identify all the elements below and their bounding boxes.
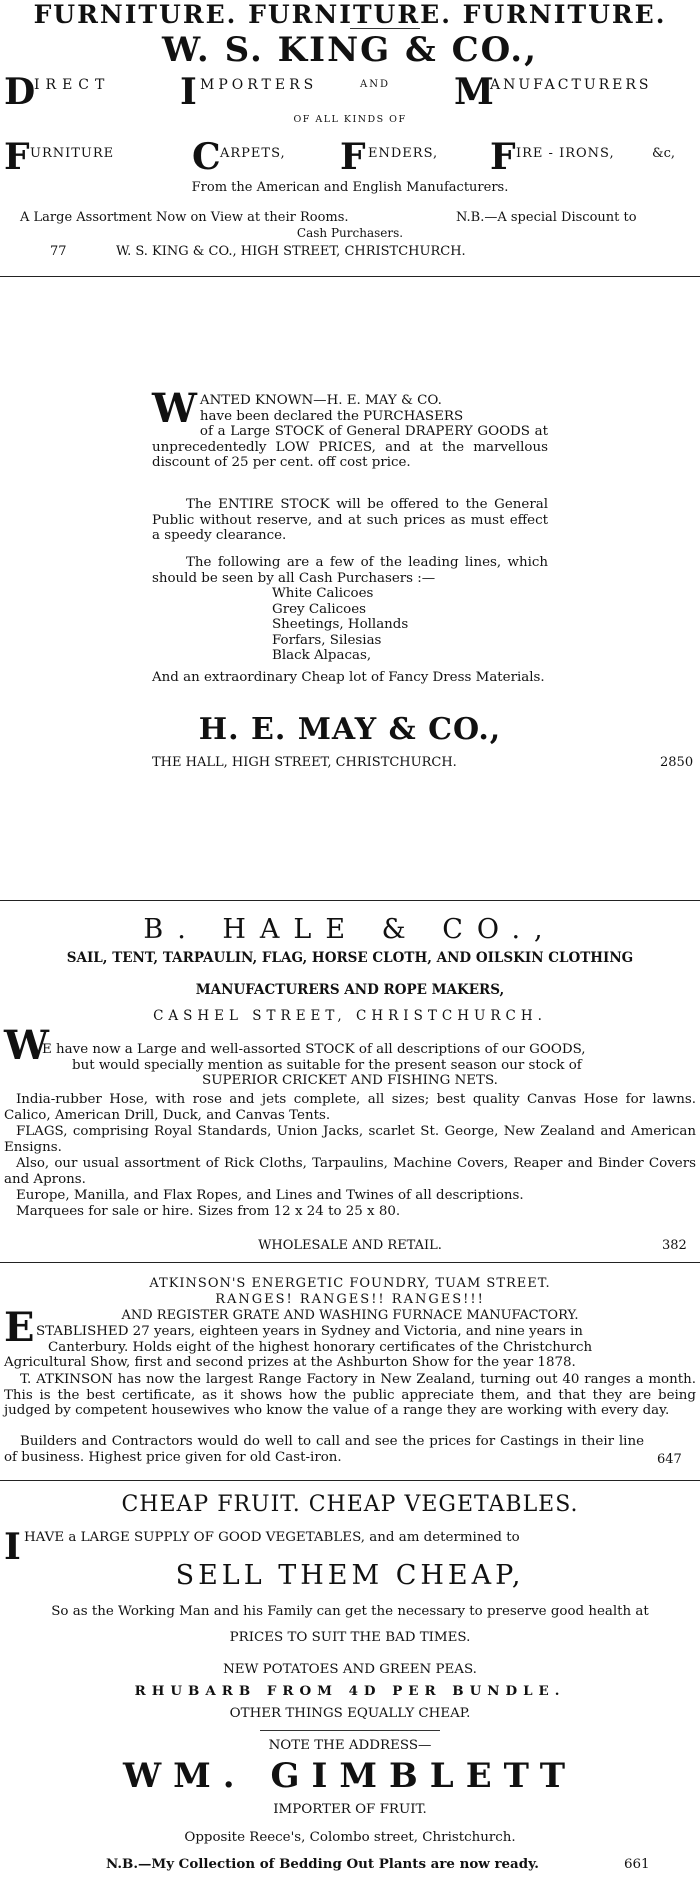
king-assortment: A Large Assortment Now on View at their Rooms. <box>20 210 349 225</box>
atkinson-number: 647 <box>657 1452 682 1467</box>
hale-para1 <box>4 1022 696 1089</box>
hale-number: 382 <box>662 1238 687 1253</box>
king-drop-f: F <box>4 136 30 178</box>
king-number: 77 <box>50 244 67 259</box>
atkinson-drop-e: E <box>4 1304 35 1351</box>
may-para4: And an extraordinary Cheap lot of Fancy Dress Materials. <box>152 670 545 685</box>
hale-para5: Europe, Manilla, and Flax Ropes, and Lines and Twines of all descriptions. <box>16 1188 524 1203</box>
may-item: Grey Calicoes <box>272 601 366 617</box>
gimblett-note: NOTE THE ADDRESS— <box>268 1738 432 1753</box>
gimblett-line1-text: HAVE a LARGE SUPPLY OF GOOD VEGETABLES, and am determined to <box>24 1530 520 1545</box>
king-furniture: URNITURE <box>30 146 115 161</box>
king-header: FURNITURE. FURNITURE. FURNITURE. <box>33 0 667 29</box>
atkinson-line1: ATKINSON'S ENERGETIC FOUNDRY, TUAM STREET. <box>149 1276 551 1291</box>
hale-name: B. HALE & CO., <box>143 914 557 945</box>
king-direct: IRECT <box>34 77 111 93</box>
atkinson-para2: T. ATKINSON has now the largest Range Factory in New Zealand, turning out 40 ranges a month. This is the best certificate, as it shows how the public appreciate them, and that they are being judged by competent housewives who know the value of a range they are working with every day. <box>4 1372 696 1419</box>
divider-hale <box>0 1262 700 1263</box>
hale-para6: Marquees for sale or hire. Sizes from 12 x 24 to 25 x 80. <box>16 1204 401 1219</box>
king-drop-d: D <box>4 71 36 113</box>
gimblett-line6: OTHER THINGS EQUALLY CHEAP. <box>229 1706 471 1721</box>
atkinson-line2: RANGES! RANGES!! RANGES!!! <box>215 1292 485 1307</box>
gimblett-opposite: Opposite Reece's, Colombo street, Christchurch. <box>184 1830 516 1845</box>
divider-may <box>0 900 700 901</box>
gimblett-nb: N.B.—My Collection of Bedding Out Plants are now ready. <box>106 1856 539 1872</box>
hale-line1: SAIL, TENT, TARPAULIN, FLAG, HORSE CLOTH, AND OILSKIN CLOTHING <box>66 950 634 966</box>
atkinson-para3: Builders and Contractors would do well to call and see the prices for Castings in their line of business. Highest price given for old Cast-iron. <box>4 1434 644 1465</box>
may-name: H. E. MAY & CO., <box>198 712 502 747</box>
king-carpets: ARPETS, <box>220 146 286 161</box>
king-etc: &c, <box>652 146 675 161</box>
may-items-list <box>272 586 408 664</box>
divider-atkinson <box>0 1480 700 1481</box>
may-address: THE HALL, HIGH STREET, CHRISTCHURCH. <box>152 755 457 770</box>
atkinson-para1a: STABLISHED 27 years, eighteen years in Sydney and Victoria, and nine years in <box>36 1324 583 1339</box>
king-address: W. S. KING & CO., HIGH STREET, CHRISTCHURCH. <box>116 244 466 259</box>
may-line2: have been declared the PURCHASERS <box>199 408 464 424</box>
king-of-all-kinds: OF ALL KINDS OF <box>293 114 407 125</box>
king-drop-f2: F <box>340 136 366 178</box>
hale-para2: India-rubber Hose, with rose and jets complete, all sizes; best quality Canvas Hose for lawns. Calico, American Drill, Duck, and Canvas Tents. <box>4 1092 696 1123</box>
gimblett-line2: So as the Working Man and his Family can get the necessary to preserve good health at <box>51 1604 649 1619</box>
hale-para1b: but would specially mention as suitable for the present season our stock of <box>72 1057 582 1073</box>
king-header-underline <box>350 28 420 29</box>
may-number: 2850 <box>660 755 694 770</box>
atkinson-line3: AND REGISTER GRATE AND WASHING FURNACE MANUFACTORY. <box>121 1308 579 1323</box>
may-line1: ANTED KNOWN—H. E. MAY & CO. <box>199 393 442 408</box>
king-importers: MPORTERS <box>200 77 318 93</box>
king-drop-f3: F <box>490 136 516 178</box>
may-advert <box>152 385 548 471</box>
hale-drop-w: W <box>4 1022 49 1069</box>
hale-line3: CASHEL STREET, CHRISTCHURCH. <box>153 1008 547 1024</box>
gimblett-rule <box>260 1730 440 1731</box>
may-item: Sheetings, Hollands <box>272 617 409 633</box>
gimblett-number: 661 <box>624 1857 650 1872</box>
king-name: W. S. KING & CO., <box>162 30 538 70</box>
atkinson-para1b: Canterbury. Holds eight of the highest honorary certificates of the Christchurch <box>48 1339 593 1355</box>
gimblett-line3: PRICES TO SUIT THE BAD TIMES. <box>229 1630 471 1645</box>
hale-para1c: SUPERIOR CRICKET AND FISHING NETS. <box>202 1073 498 1089</box>
atkinson-para1c: Agricultural Show, first and second prizes at the Ashburton Show for the year 1878. <box>4 1355 576 1371</box>
gimblett-importer: IMPORTER OF FRUIT. <box>273 1802 427 1817</box>
hale-footer: WHOLESALE AND RETAIL. <box>258 1238 442 1253</box>
gimblett-line1 <box>4 1526 696 1568</box>
may-para1: of a Large STOCK of General DRAPERY GOODS at unprecedentedly LOW PRICES, and at the marvellous discount of 25 per cent. off cost price. <box>152 424 548 471</box>
hale-para1a: E have now a Large and well-assorted STOCK of all descriptions of our GOODS, <box>42 1042 586 1057</box>
hale-para3: FLAGS, comprising Royal Standards, Union Jacks, scarlet St. George, New Zealand and American Ensigns. <box>4 1124 696 1155</box>
gimblett-line5: RHUBARB FROM 4D PER BUNDLE. <box>134 1683 566 1699</box>
king-from-line: From the American and English Manufacturers. <box>191 180 509 195</box>
hale-line2: MANUFACTURERS AND ROPE MAKERS, <box>195 982 505 998</box>
gimblett-name: WM. GIMBLETT <box>122 1756 578 1796</box>
hale-para4: Also, our usual assortment of Rick Cloths, Tarpaulins, Machine Covers, Reaper and Binder Covers and Aprons. <box>4 1156 696 1187</box>
king-drop-m: M <box>454 71 494 113</box>
may-para2: The ENTIRE STOCK will be offered to the General Public without reserve, and at such prices as must effect a speedy clearance. <box>152 497 548 544</box>
may-item: Forfars, Silesias <box>272 632 382 648</box>
may-item: Black Alpacas, <box>272 648 372 664</box>
divider-king <box>0 276 700 277</box>
may-drop-w: W <box>152 385 197 432</box>
king-drop-c: C <box>192 136 221 178</box>
gimblett-drop-i: I <box>4 1526 21 1568</box>
king-drop-i: I <box>180 71 197 113</box>
king-nb-discount: N.B.—A special Discount to <box>456 210 637 225</box>
gimblett-header: CHEAP FRUIT. CHEAP VEGETABLES. <box>121 1492 579 1517</box>
king-manufacturers: ANUFACTURERS <box>490 77 652 93</box>
king-fire-irons: IRE - IRONS, <box>516 146 615 161</box>
may-item: White Calicoes <box>272 586 374 601</box>
king-fenders: ENDERS, <box>368 146 439 161</box>
king-direct-line <box>4 71 696 113</box>
king-cash-purchasers: Cash Purchasers. <box>296 226 404 240</box>
king-goods-line <box>4 136 696 178</box>
gimblett-sell: SELL THEM CHEAP, <box>175 1560 525 1591</box>
gimblett-line4: NEW POTATOES AND GREEN PEAS. <box>223 1662 477 1677</box>
king-and: AND <box>360 79 390 90</box>
may-para3: The following are a few of the leading lines, which should be seen by all Cash Purchasers :— <box>152 555 548 586</box>
